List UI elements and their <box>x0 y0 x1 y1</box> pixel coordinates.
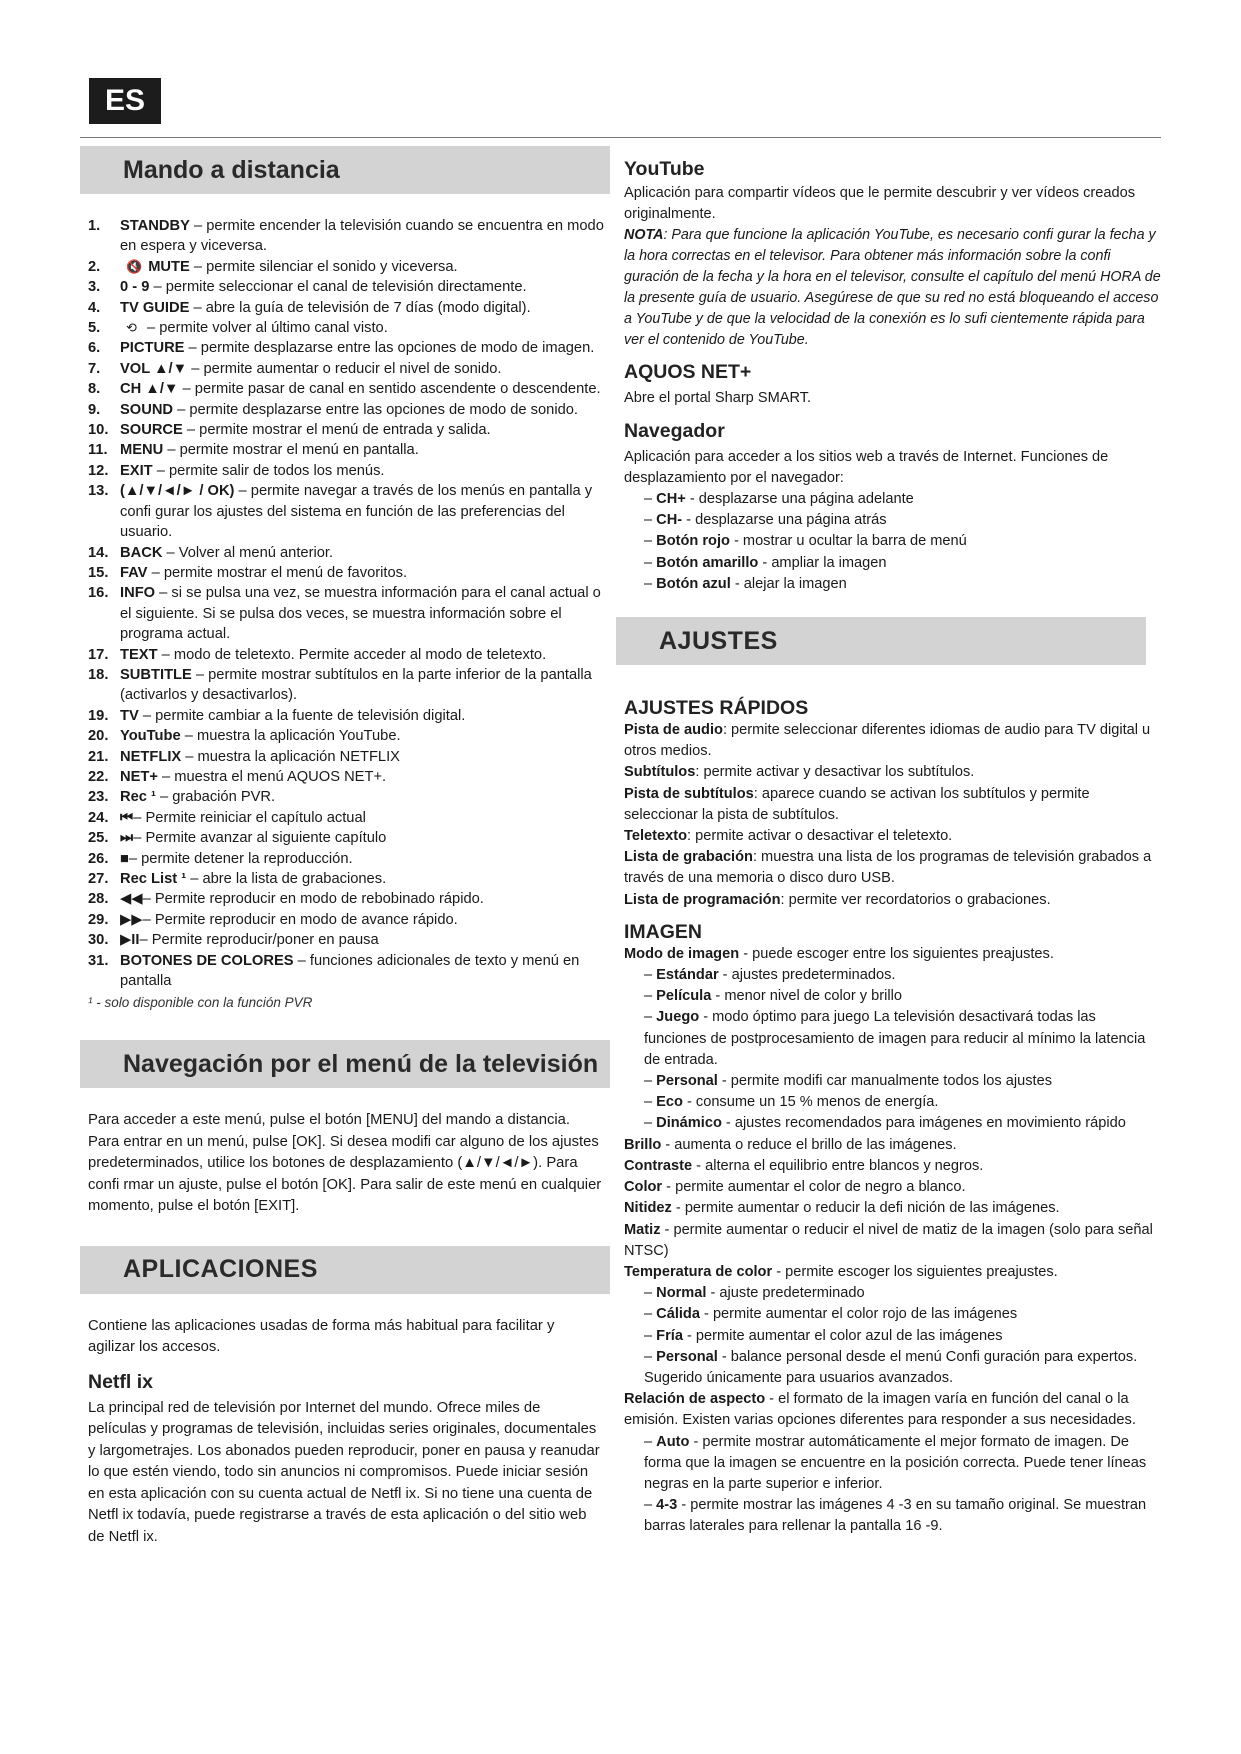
item-text: - modo óptimo para juego La televisión desactivará todas las funciones de postprocesamiento de imagen para reducir al mínimo la latencia de entrada. <box>644 1009 1146 1068</box>
item-text: - permite aumentar el color azul de las imágenes <box>682 1327 1003 1344</box>
dash-mark: – <box>644 1115 657 1132</box>
nav-title: Navegación por el menú de la televisión <box>123 1049 599 1078</box>
remote-item-number: 26. <box>88 850 109 867</box>
remote-item-number: 18. <box>88 666 109 683</box>
remote-item <box>88 461 610 481</box>
remote-item <box>88 257 610 277</box>
item-text: : permite activar y desactivar los subtítulos. <box>695 764 975 781</box>
quick-item <box>624 762 1162 783</box>
remote-item-text: – Permite reproducir en modo de avance rápido. <box>142 911 458 928</box>
dash-mark: – <box>644 554 657 571</box>
quick-item <box>624 847 1162 889</box>
image-mode <box>624 944 1162 965</box>
image-title: IMAGEN <box>624 920 702 943</box>
item-key: Botón azul <box>656 575 731 592</box>
remote-item <box>88 440 610 460</box>
remote-item-number: 21. <box>88 748 109 765</box>
remote-item-key: STANDBY <box>120 218 190 234</box>
remote-item <box>88 400 610 420</box>
quick-item <box>624 784 1162 826</box>
remote-list <box>80 216 610 991</box>
item-key: Juego <box>656 1009 700 1026</box>
item-key: Personal <box>656 1348 718 1365</box>
remote-item-number: 17. <box>88 646 109 663</box>
remote-item-text: – permite navegar a través de los menús en pantalla y confi gurar los ajustes del sistema en función de las preferencias del usuario. <box>120 483 593 541</box>
item-text: - consume un 15 % menos de energía. <box>682 1094 939 1111</box>
aspect-key: Relación de aspecto <box>624 1391 766 1408</box>
remote-item-key: BOTONES DE COLORES <box>120 952 294 969</box>
remote-item <box>88 481 610 542</box>
item-key: Lista de grabación <box>624 849 753 866</box>
remote-item-text: – permite cambiar a la fuente de televisión digital. <box>138 707 466 724</box>
item-key: Botón amarillo <box>656 554 759 571</box>
remote-item <box>88 583 610 644</box>
image-mode-list <box>624 965 1162 1135</box>
remote-item-text: – permite desplazarse entre las opciones de modo de sonido. <box>173 401 579 418</box>
remote-item-text: – permite salir de todos los menús. <box>152 462 385 479</box>
item-text: - ajuste predeterminado <box>706 1285 865 1302</box>
item-key: Pista de subtítulos <box>624 785 754 802</box>
remote-item <box>88 930 610 950</box>
remote-item-number: 24. <box>88 809 109 826</box>
remote-item-text: – grabación PVR. <box>155 789 276 806</box>
image-item <box>624 1198 1162 1219</box>
top-rule <box>80 137 1161 138</box>
remote-item-number: 8. <box>88 381 101 398</box>
remote-item-number: 25. <box>88 830 109 847</box>
remote-item-number: 6. <box>88 340 101 357</box>
remote-item <box>88 665 610 706</box>
remote-item-key: VOL ▲/▼ <box>120 360 188 377</box>
remote-item-text: – permite mostrar subtítulos en la parte inferior de la pantalla (activarlos y desactivarlos). <box>120 666 592 704</box>
remote-item-key: TV GUIDE <box>120 299 190 316</box>
remote-item-text: – modo de teletexto. Permite acceder al modo de teletexto. <box>157 646 547 663</box>
dash-mark: – <box>644 512 657 529</box>
remote-item-number: 12. <box>88 462 109 479</box>
dash-mark: – <box>644 1306 657 1323</box>
quick-title: AJUSTES RÁPIDOS <box>624 697 809 720</box>
dash-mark: – <box>644 1073 657 1090</box>
item-key: Cálida <box>656 1306 700 1323</box>
remote-item-text: – muestra la aplicación NETFLIX <box>181 748 400 765</box>
browser-list <box>624 489 1162 595</box>
remote-item-text: – abre la guía de televisión de 7 días (modo digital). <box>189 299 531 316</box>
item-key: CH- <box>656 512 683 529</box>
settings-title: AJUSTES <box>659 626 778 655</box>
aspect-text: - el formato de la imagen varía en función del canal o la emisión. Existen varias opciones diferentes para responder a sus necesidades. <box>624 1391 1136 1429</box>
remote-item-number: 28. <box>88 891 109 908</box>
item-text: - permite aumentar o reducir el nivel de matiz de la imagen (solo para señal NTSC) <box>624 1221 1153 1259</box>
item-text: : aparece cuando se activan los subtítulos y permite seleccionar la pista de subtítulos. <box>624 785 1090 823</box>
color-temp-text: - permite escoger los siguientes preajustes. <box>772 1263 1058 1280</box>
item-key: Subtítulos <box>624 764 696 781</box>
remote-item-number: 29. <box>88 911 109 928</box>
image-item <box>624 1220 1162 1262</box>
remote-item-key: MUTE <box>148 258 190 275</box>
apps-title: APLICACIONES <box>123 1255 318 1284</box>
item-key: Normal <box>656 1285 707 1302</box>
item-key: Matiz <box>624 1221 661 1238</box>
remote-item-text: – Permite reiniciar el capítulo actual <box>133 809 366 826</box>
remote-item-number: 9. <box>88 401 101 418</box>
item-key: Personal <box>656 1073 718 1090</box>
remote-item-key: Rec List ¹ <box>120 871 187 887</box>
settings-heading-band <box>616 617 1146 665</box>
dash-mark: – <box>644 967 657 984</box>
item-text: - desplazarse una página atrás <box>682 512 887 529</box>
remote-item <box>88 298 610 318</box>
dash-mark: – <box>644 1433 657 1450</box>
image-list <box>624 1135 1162 1262</box>
image-item <box>624 1135 1162 1156</box>
image-mode-item <box>624 1071 1162 1092</box>
return-icon: ⟲ <box>126 320 137 336</box>
remote-item-number: 10. <box>88 422 109 439</box>
image-item <box>624 1177 1162 1198</box>
remote-item-text: – permite detener la reproducción. <box>128 850 353 867</box>
dash-mark: – <box>644 491 657 508</box>
color-temp-item <box>624 1347 1162 1389</box>
aspect-item <box>624 1495 1162 1537</box>
youtube-text: Aplicación para compartir vídeos que le permite descubrir y ver vídeos creados originalmente. <box>624 185 1136 223</box>
item-text: - permite aumentar el color rojo de las imágenes <box>699 1306 1018 1323</box>
item-text: - ajustes predeterminados. <box>718 967 896 984</box>
item-text: - ampliar la imagen <box>758 554 887 571</box>
netflix-title: Netfl ix <box>88 1370 154 1393</box>
item-text: - aumenta o reduce el brillo de las imágenes. <box>661 1136 957 1153</box>
item-key: Color <box>624 1179 663 1196</box>
apps-heading-band <box>80 1246 610 1294</box>
remote-item-key: YouTube <box>120 728 181 745</box>
browser-text: Aplicación para acceder a los sitios web a través de Internet. Funciones de desplazamiento por el navegador: <box>624 448 1109 486</box>
remote-item-key: TEXT <box>120 646 158 663</box>
image-mode-text: - puede escoger entre los siguientes preajustes. <box>739 945 1054 962</box>
remote-item <box>88 277 610 297</box>
remote-item <box>88 338 610 358</box>
remote-item <box>88 379 610 399</box>
remote-item <box>88 420 610 440</box>
remote-item <box>88 216 610 257</box>
netflix-text: La principal red de televisión por Internet del mundo. Ofrece miles de películas y programas de televisión, incluidas series originales, documentales y largometrajes. Los abonados pueden reproducir, poner en pausa y reanudar lo que estén viendo, todo sin anuncios ni compromisos. Puede iniciar sesión en esta aplicación con su cuenta actual de Netfl ix. Si no tiene una cuenta de Netfl ix todavía, puede registrarse a través de esta aplicación o del sitio web de Netfl ix. <box>88 1399 600 1545</box>
remote-item-text: – permite desplazarse entre las opciones de modo de imagen. <box>184 340 595 357</box>
item-key: Eco <box>656 1094 683 1111</box>
remote-item <box>88 869 610 889</box>
remote-item-key: SOUND <box>120 401 174 418</box>
quick-list <box>624 720 1162 911</box>
mute-icon: 🔇 <box>126 258 143 274</box>
remote-item <box>88 645 610 665</box>
remote-item-key: ■ <box>120 850 129 867</box>
remote-item-number: 2. <box>88 258 101 275</box>
aspect-item <box>624 1432 1162 1496</box>
image-mode-item <box>624 1092 1162 1113</box>
remote-item <box>88 706 610 726</box>
remote-item-number: 7. <box>88 360 101 377</box>
remote-item-key: SOURCE <box>120 422 183 439</box>
remote-item-text: – permite pasar de canal en sentido ascendente o descendente. <box>178 381 601 398</box>
youtube-note <box>624 225 1162 351</box>
remote-item-key: BACK <box>120 544 163 561</box>
item-key: Teletexto <box>624 828 687 845</box>
browser-item <box>624 553 1162 574</box>
color-temp-key: Temperatura de color <box>624 1263 773 1280</box>
item-text: : permite activar o desactivar el teletexto. <box>687 828 953 845</box>
item-key: 4-3 <box>656 1497 678 1514</box>
remote-item-key: CH ▲/▼ <box>120 381 179 398</box>
remote-item-number: 5. <box>88 320 101 337</box>
remote-item-text: – permite silenciar el sonido y viceversa. <box>189 258 458 275</box>
nav-text: Para acceder a este menú, pulse el botón [MENU] del mando a distancia. Para entrar en un menú, pulse [OK]. Si desea modifi car alguno de los ajustes predeterminados, utilice los botones de desplazamiento (▲/▼/◄/►). Para confi rmar un ajuste, pulse el botón [OK]. Para salir de este menú en cualquier momento, pulse el botón [EXIT]. <box>88 1112 602 1215</box>
dash-mark: – <box>644 988 657 1005</box>
item-text: - ajustes recomendados para imágenes en movimiento rápido <box>721 1115 1126 1132</box>
remote-item <box>88 808 610 828</box>
image-mode-item <box>624 1007 1162 1071</box>
remote-item-key: EXIT <box>120 462 153 479</box>
remote-item-number: 14. <box>88 544 109 561</box>
item-text: - desplazarse una página adelante <box>685 491 914 508</box>
item-key: CH+ <box>656 491 686 508</box>
remote-item-key: Rec ¹ <box>120 789 156 806</box>
item-text: : muestra una lista de los programas de televisión grabados a través de una memoria o disco duro USB. <box>624 849 1152 887</box>
remote-item-text: – permite mostrar el menú de favoritos. <box>147 564 408 581</box>
remote-item-number: 11. <box>88 442 108 459</box>
remote-item-key: ⏭ <box>120 830 134 847</box>
item-key: Nitidez <box>624 1200 672 1217</box>
remote-item-key: SUBTITLE <box>120 666 192 683</box>
remote-item <box>88 767 610 787</box>
remote-item-text: – permite encender la televisión cuando se encuentra en modo en espera y viceversa. <box>120 218 604 255</box>
pvr-footnote: ¹ - solo disponible con la función PVR <box>88 995 313 1011</box>
image-mode-item <box>624 965 1162 986</box>
right-column <box>624 158 1162 1538</box>
aquos-title: AQUOS NET+ <box>624 361 752 384</box>
remote-item-number: 31. <box>88 952 109 969</box>
item-key: Fría <box>656 1327 683 1344</box>
note-label: NOTA <box>624 227 664 244</box>
aquos-text: Abre el portal Sharp SMART. <box>624 390 812 407</box>
item-text: - alterna el equilibrio entre blancos y negros. <box>692 1157 984 1174</box>
note-text: : Para que funcione la aplicación YouTube, es necesario confi gurar la fecha y la hora correctas en el televisor. Para obtener más información sobre la confi guración de la fecha y la hora en el televisor, consulte el capítulo del menú HORA de la presente guía de usuario. Asegúrese de que su red no está bloqueando el acceso a YouTube y de que la velocidad de la conexión es lo sufi cientemente rápida para ver el contenido de YouTube. <box>624 227 1161 349</box>
item-text: - alejar la imagen <box>730 575 847 592</box>
item-text: - permite aumentar el color de negro a blanco. <box>662 1179 966 1196</box>
dash-mark: – <box>644 1009 657 1026</box>
remote-item-number: 3. <box>88 279 101 296</box>
remote-item <box>88 318 610 338</box>
item-text: - menor nivel de color y brillo <box>711 988 902 1005</box>
remote-item-number: 22. <box>88 768 109 785</box>
remote-heading-band <box>80 146 610 194</box>
left-column <box>80 146 610 1548</box>
remote-item-text: – permite mostrar el menú de entrada y salida. <box>182 422 491 439</box>
image-mode-item <box>624 1113 1162 1134</box>
remote-item-key: ▶▶ <box>120 911 143 928</box>
item-key: Pista de audio <box>624 722 723 739</box>
color-temp <box>624 1262 1162 1283</box>
remote-item-key: 0 - 9 <box>120 279 150 296</box>
remote-item-text: – Permite reproducir en modo de rebobinado rápido. <box>142 891 484 908</box>
dash-mark: – <box>644 533 657 550</box>
youtube-title: YouTube <box>624 158 705 180</box>
image-mode-item <box>624 986 1162 1007</box>
remote-item <box>88 726 610 746</box>
remote-item <box>88 787 610 807</box>
remote-title: Mando a distancia <box>123 155 340 184</box>
color-temp-list <box>624 1283 1162 1389</box>
remote-item-number: 15. <box>88 564 109 581</box>
remote-item-key: (▲/▼/◄/► / OK) <box>120 483 235 500</box>
dash-mark: – <box>644 575 657 592</box>
remote-item-number: 19. <box>88 707 109 724</box>
browser-item <box>624 531 1162 552</box>
dash-mark: – <box>644 1094 657 1111</box>
dash-mark: – <box>644 1348 657 1365</box>
item-text: - permite aumentar o reducir la defi nición de las imágenes. <box>671 1200 1060 1217</box>
item-text: - balance personal desde el menú Confi guración para expertos. Sugerido únicamente para usuarios avanzados. <box>644 1348 1138 1386</box>
remote-item <box>88 359 610 379</box>
item-text: - permite modifi car manualmente todos los ajustes <box>717 1073 1053 1090</box>
remote-item-text: – Volver al menú anterior. <box>162 544 334 561</box>
item-text: : permite ver recordatorios o grabaciones. <box>780 891 1051 908</box>
remote-item-key: ⏮ <box>120 809 134 826</box>
item-key: Película <box>656 988 712 1005</box>
item-key: Dinámico <box>656 1115 722 1132</box>
browser-title: Navegador <box>624 419 725 442</box>
browser-item <box>624 489 1162 510</box>
remote-item-key: ◀◀ <box>120 891 143 908</box>
remote-item <box>88 828 610 848</box>
quick-item <box>624 826 1162 847</box>
remote-item-text: – muestra la aplicación YouTube. <box>180 728 401 745</box>
remote-item <box>88 543 610 563</box>
browser-item <box>624 574 1162 595</box>
remote-item-number: 4. <box>88 299 101 316</box>
remote-item-key: ▶II <box>120 932 140 949</box>
remote-item-key: NET+ <box>120 768 158 785</box>
dash-mark: – <box>644 1497 657 1514</box>
remote-item-number: 30. <box>88 932 109 949</box>
browser-item <box>624 510 1162 531</box>
item-text: - permite mostrar automáticamente el mejor formato de imagen. De forma que la imagen se encuentre en la posición correcta. Puede tener líneas negras en la parte superior e inferior. <box>644 1433 1147 1492</box>
item-text: - permite mostrar las imágenes 4 -3 en su tamaño original. Se muestran barras laterales para rellenar la pantalla 16 -9. <box>644 1497 1147 1535</box>
apps-text: Contiene las aplicaciones usadas de forma más habitual para facilitar y agilizar los accesos. <box>88 1317 555 1356</box>
remote-item-number: 16. <box>88 585 109 602</box>
remote-item-text: – funciones adicionales de texto y menú en pantalla <box>120 952 580 990</box>
remote-item-number: 27. <box>88 871 109 887</box>
dash-mark: – <box>644 1327 657 1344</box>
image-item <box>624 1156 1162 1177</box>
aspect-list <box>624 1432 1162 1538</box>
color-temp-item <box>624 1283 1162 1304</box>
remote-item-text: – abre la lista de grabaciones. <box>186 871 387 887</box>
item-key: Estándar <box>656 967 719 984</box>
color-temp-item <box>624 1326 1162 1347</box>
remote-item <box>88 849 610 869</box>
nav-heading-band <box>80 1040 610 1088</box>
language-badge: ES <box>89 78 161 124</box>
remote-item-number: 23. <box>88 789 109 806</box>
remote-item <box>88 889 610 909</box>
item-key: Lista de programación <box>624 891 781 908</box>
item-key: Botón rojo <box>656 533 730 550</box>
remote-item-text: – permite volver al último canal visto. <box>142 320 388 337</box>
item-key: Contraste <box>624 1157 693 1174</box>
remote-item-key: NETFLIX <box>120 748 182 765</box>
item-key: Brillo <box>624 1136 662 1153</box>
aspect-ratio <box>624 1389 1162 1431</box>
remote-item-number: 1. <box>88 218 101 234</box>
remote-item <box>88 910 610 930</box>
remote-item-number: 20. <box>88 728 109 745</box>
remote-item-text: – permite mostrar el menú en pantalla. <box>163 442 419 459</box>
item-text: : permite seleccionar diferentes idiomas de audio para TV digital u otros medios. <box>624 722 1151 760</box>
remote-item <box>88 747 610 767</box>
dash-mark: – <box>644 1285 657 1302</box>
remote-item-key: FAV <box>120 564 148 581</box>
remote-item-text: – permite seleccionar el canal de televisión directamente. <box>149 279 527 296</box>
quick-item <box>624 890 1162 911</box>
remote-item-number: 13. <box>88 483 109 500</box>
remote-item-key: MENU <box>120 442 164 459</box>
item-key: Auto <box>656 1433 690 1450</box>
remote-item <box>88 951 610 992</box>
remote-item-text: – Permite reproducir/poner en pausa <box>139 932 379 949</box>
remote-item-key: PICTURE <box>120 340 185 357</box>
quick-item <box>624 720 1162 762</box>
remote-item-key: TV <box>120 707 139 724</box>
item-text: - mostrar u ocultar la barra de menú <box>729 533 967 550</box>
remote-item-key: INFO <box>120 585 156 602</box>
remote-item-text: – muestra el menú AQUOS NET+. <box>157 768 387 785</box>
color-temp-item <box>624 1304 1162 1325</box>
image-mode-key: Modo de imagen <box>624 945 740 962</box>
remote-item <box>88 563 610 583</box>
remote-item-text: – permite aumentar o reducir el nivel de sonido. <box>187 360 502 377</box>
remote-item-text: – Permite avanzar al siguiente capítulo <box>133 830 387 847</box>
remote-item-text: – si se pulsa una vez, se muestra información para el canal actual o el siguiente. Si se pulsa dos veces, se muestra información sobre el programa actual. <box>120 585 601 643</box>
